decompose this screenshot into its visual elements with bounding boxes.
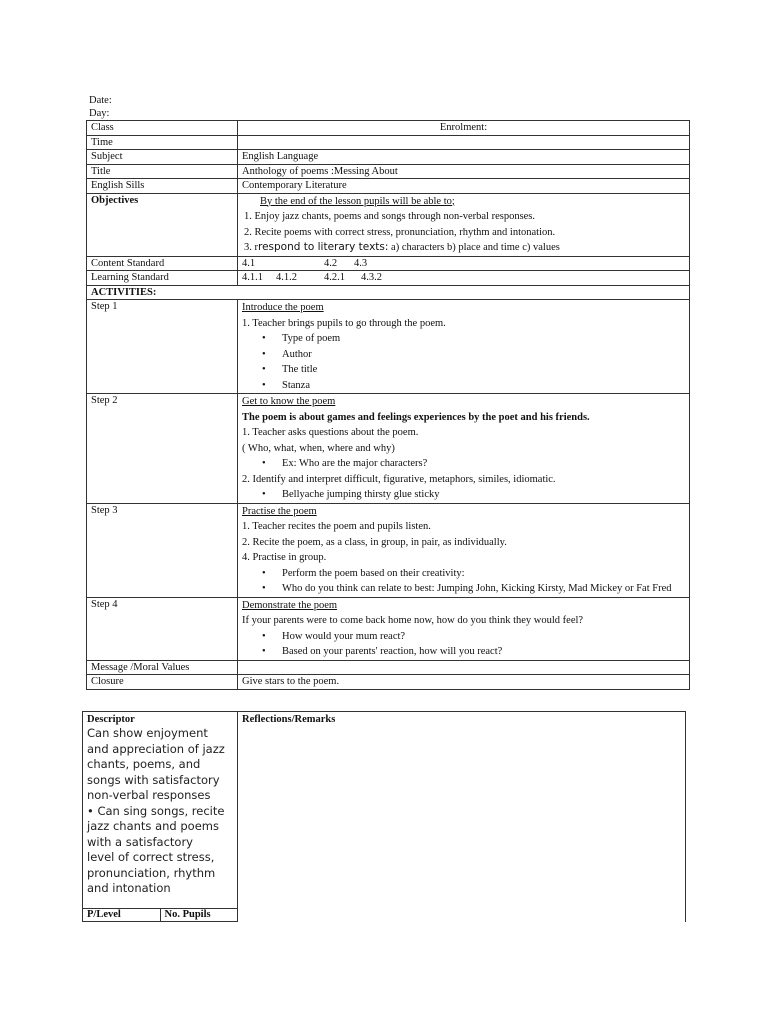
activities-row <box>87 285 690 300</box>
descriptor-row <box>83 712 686 909</box>
step-1-content <box>238 300 690 394</box>
content-standard-value: 4.1 <box>242 257 256 269</box>
list-item: • Based on your parents' reaction, how will you react? <box>282 644 685 660</box>
content-standard-label: Content Standard <box>87 256 238 271</box>
list-item: • Type of poem <box>282 331 685 347</box>
objectives-label: Objectives <box>87 193 238 256</box>
learning-standard-value: 4.1.2 <box>276 272 297 283</box>
descriptor-text <box>87 726 233 897</box>
subject-row <box>87 150 690 165</box>
list-item: • Bellyache jumping thirsty glue sticky <box>282 487 685 503</box>
objectives-intro: By the end of the lesson pupils will be able to; <box>260 195 455 207</box>
step-3-line: 1. Teacher recites the poem and pupils listen. <box>242 521 431 532</box>
descriptor-line: level of correct stress, <box>87 850 215 864</box>
descriptor-line: chants, poems, and <box>87 757 201 771</box>
step-2-bullets <box>242 456 685 472</box>
content-standard-row <box>87 256 690 271</box>
content-standard-values <box>238 256 690 271</box>
step-1-line: 1. Teacher brings pupils to go through the poem. <box>242 317 446 329</box>
step-1-row <box>87 300 690 394</box>
step-1-heading: Introduce the poem <box>242 302 324 313</box>
skills-value: Contemporary Literature <box>238 179 690 194</box>
step-4-row <box>87 597 690 660</box>
step-4-bullets <box>242 629 685 660</box>
step-2-line: 1. Teacher asks questions about the poem. <box>242 427 419 438</box>
learning-standard-value: 4.3.2 <box>361 272 382 283</box>
closure-value: Give stars to the poem. <box>238 675 690 690</box>
content-standard-value: 4.2 <box>324 257 338 269</box>
step-2-content <box>238 394 690 504</box>
subject-label: Subject <box>87 150 238 165</box>
title-label: Title <box>87 164 238 179</box>
list-item: • Ex: Who are the major characters? <box>282 456 685 472</box>
step-3-row <box>87 503 690 597</box>
list-item: • Stanza <box>282 378 685 394</box>
step-2-heading: Get to know the poem <box>242 396 336 407</box>
step-2-label: Step 2 <box>87 394 238 504</box>
learning-standard-row <box>87 271 690 286</box>
descriptor-line: Can show enjoyment <box>87 726 208 740</box>
step-2-row <box>87 394 690 504</box>
step-4-content <box>238 597 690 660</box>
closure-row <box>87 675 690 690</box>
step-4-heading: Demonstrate the poem <box>242 599 338 611</box>
objective-3-suffix: a) characters b) place and time c) values <box>388 242 560 253</box>
skills-row <box>87 179 690 194</box>
message-label: Message /Moral Values <box>87 660 238 675</box>
step-4-line: If your parents were to come back home now, how do you think they would feel? <box>242 615 584 626</box>
learning-standard-value: 4.1.1 <box>242 272 263 283</box>
closure-label: Closure <box>87 675 238 690</box>
class-row <box>87 121 690 136</box>
objective-3-prefix: 3. r <box>244 242 258 253</box>
objectives-row <box>87 193 690 256</box>
step-3-line: 4. Practise in group. <box>242 552 327 563</box>
time-label: Time <box>87 135 238 150</box>
descriptor-line: pronunciation, rhythm <box>87 865 216 880</box>
descriptor-line: non-verbal responses <box>87 788 211 802</box>
enrolment-label: Enrolment: <box>238 121 690 136</box>
descriptor-line: and intonation <box>87 881 171 895</box>
objectives-cell <box>238 193 690 256</box>
class-label: Class <box>87 121 238 136</box>
list-item: • Author <box>282 347 685 363</box>
step-3-label: Step 3 <box>87 503 238 597</box>
objective-3-mid: respond to literary texts: <box>258 241 389 253</box>
plevel-label: P/Level <box>83 909 161 922</box>
step-3-line: 2. Recite the poem, as a class, in group, in pair, as individually. <box>242 536 507 548</box>
descriptor-line: with a satisfactory <box>87 834 193 849</box>
time-value <box>238 135 690 150</box>
step-2-line: 2. Identify and interpret difficult, figurative, metaphors, similes, idiomatic. <box>242 473 556 485</box>
title-value: Anthology of poems :Messing About <box>238 164 690 179</box>
descriptor-line: • Can sing songs, recite <box>87 803 225 818</box>
step-3-content <box>238 503 690 597</box>
time-row <box>87 135 690 150</box>
step-2-bold-line: The poem is about games and feelings experiences by the poet and his friends. <box>242 411 590 423</box>
descriptor-line: songs with satisfactory <box>87 772 220 787</box>
step-3-heading: Practise the poem <box>242 505 317 517</box>
objective-1: 1. Enjoy jazz chants, poems and songs through non-verbal responses. <box>244 211 536 222</box>
day-label: Day: <box>89 108 110 119</box>
step-1-bullets <box>242 331 685 393</box>
reflections-cell <box>238 712 686 922</box>
list-item: • How would your mum react? <box>282 629 685 645</box>
step-4-label: Step 4 <box>87 597 238 660</box>
pupils-label: No. Pupils <box>160 909 238 922</box>
learning-standard-label: Learning Standard <box>87 271 238 286</box>
step-2-bullets <box>242 487 685 503</box>
descriptor-table <box>82 711 686 922</box>
step-3-bullets <box>242 566 685 597</box>
objective-2: 2. Recite poems with correct stress, pronunciation, rhythm and intonation. <box>244 226 556 238</box>
reflections-label: Reflections/Remarks <box>242 714 336 725</box>
descriptor-cell <box>83 712 238 909</box>
message-value <box>238 660 690 675</box>
message-row <box>87 660 690 675</box>
descriptor-line: jazz chants and poems <box>87 819 219 833</box>
learning-standard-value: 4.2.1 <box>324 272 345 283</box>
list-item: • Perform the poem based on their creativity: <box>282 566 685 582</box>
step-2-line: ( Who, what, when, where and why) <box>242 442 395 454</box>
descriptor-label: Descriptor <box>87 714 135 725</box>
list-item: • The title <box>282 362 685 378</box>
learning-standard-values <box>238 271 690 286</box>
content-standard-value: 4.3 <box>354 257 368 269</box>
activities-label: ACTIVITIES: <box>87 285 690 300</box>
list-item: • Who do you think can relate to best: Jumping John, Kicking Kirsty, Mad Mickey or Fat Fred <box>282 581 685 597</box>
skills-label: English Sills <box>87 179 238 194</box>
subject-value: English Language <box>238 150 690 165</box>
lesson-plan-table <box>86 120 690 690</box>
descriptor-line: and appreciation of jazz <box>87 741 225 756</box>
date-label: Date: <box>89 95 112 106</box>
step-1-label: Step 1 <box>87 300 238 394</box>
title-row <box>87 164 690 179</box>
objective-3 <box>242 240 685 256</box>
